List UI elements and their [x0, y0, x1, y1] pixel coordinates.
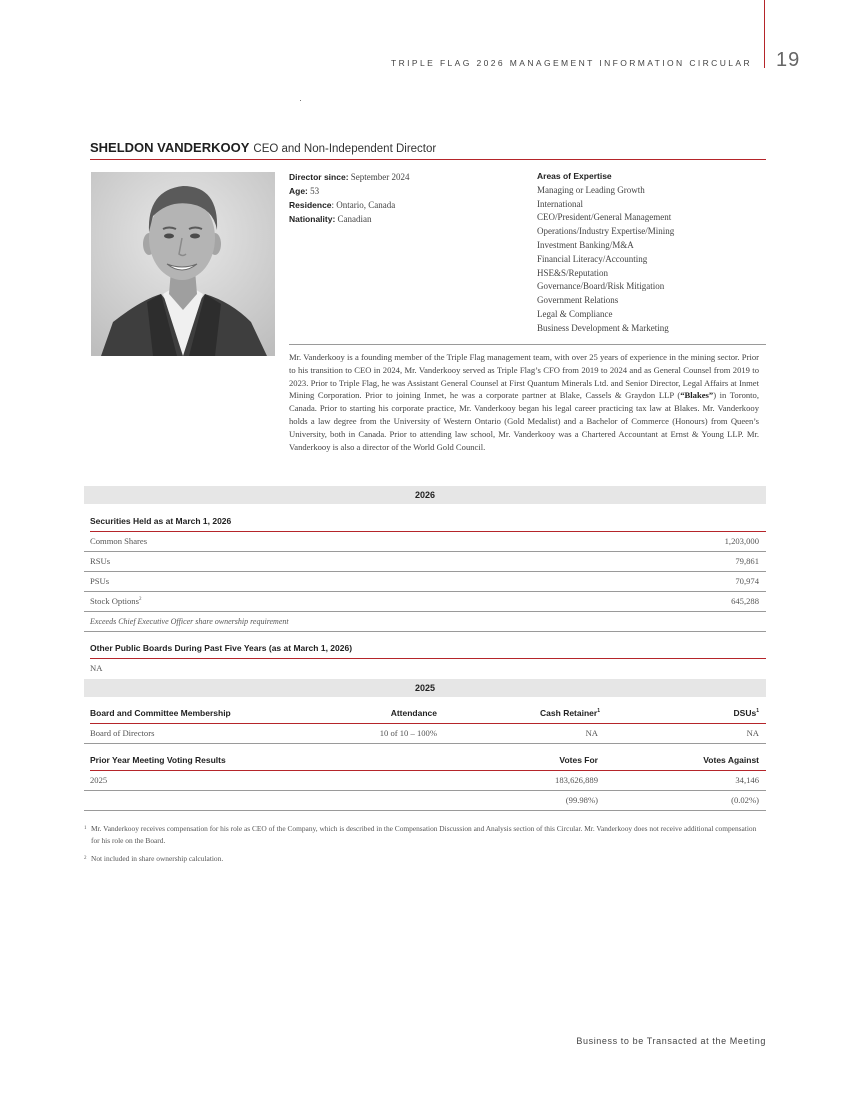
director-portrait: [91, 172, 275, 356]
portrait-illustration: [91, 172, 275, 356]
expertise-item: Financial Literacy/Accounting: [537, 253, 648, 264]
year-band-2025: 2025: [84, 679, 766, 697]
director-residence: Residence: Ontario, Canada: [289, 200, 396, 210]
director-nationality: Nationality: Canadian: [289, 214, 372, 224]
membership-row: Board of Directors 10 of 10 – 100% NA NA: [84, 724, 766, 744]
stray-dot: [300, 100, 301, 101]
director-info: [289, 170, 410, 226]
expertise-item: International: [537, 198, 583, 209]
areas-of-expertise: [537, 170, 674, 336]
securities-heading: Securities Held as at March 1, 2026: [90, 512, 766, 532]
header-rule: [764, 0, 765, 68]
expertise-item: Investment Banking/M&A: [537, 239, 634, 250]
director-name: SHELDON VANDERKOOY: [90, 140, 250, 155]
footnote-1: 1 Mr. Vanderkooy receives compensation for his role as CEO of the Company, which is described in the Compensation Discussion and Analysis section of this Circular. Mr. Vanderkooy does not receive additional compensation for his role on the Board.: [84, 824, 757, 845]
year-band-2026: 2026: [84, 486, 766, 504]
voting-percent-row: (99.98%) (0.02%): [84, 791, 766, 811]
table-row: RSUs 79,861: [84, 552, 766, 572]
expertise-heading: Areas of Expertise: [537, 171, 612, 181]
table-row: Common Shares 1,203,000: [84, 532, 766, 552]
expertise-item: Business Development & Marketing: [537, 322, 669, 333]
page-number: 19: [776, 49, 801, 71]
voting-row: 2025 183,626,889 34,146: [84, 771, 766, 791]
document-title: TRIPLE FLAG 2026 MANAGEMENT INFORMATION CIRCULAR: [391, 58, 752, 68]
footnote-2: 2 Not included in share ownership calculation.: [84, 854, 224, 863]
expertise-item: Operations/Industry Expertise/Mining: [537, 226, 675, 237]
other-boards-row: NA: [90, 663, 103, 673]
expertise-item: Government Relations: [537, 295, 619, 306]
bio-divider: [289, 344, 766, 345]
membership-header-row: Board and Committee Membership Attendance Cash Retainer$^1$ DSUs$^1$: [90, 704, 766, 724]
requirement-note-row: Exceeds Chief Executive Officer share ownership requirement: [84, 612, 766, 632]
voting-header-row: Prior Year Meeting Voting Results Votes For Votes Against: [90, 751, 766, 771]
expertise-item: Governance/Board/Risk Mitigation: [537, 281, 665, 292]
page-footer: Business to be Transacted at the Meeting: [576, 1036, 766, 1046]
table-row: Stock Options$^2$ 645,288: [84, 592, 766, 612]
table-row: PSUs 70,974: [84, 572, 766, 592]
expertise-item: HSE&S/Reputation: [537, 267, 609, 278]
director-age: Age: 53: [289, 186, 320, 196]
director-name-row: [90, 139, 766, 160]
other-boards-heading: Other Public Boards During Past Five Years (as at March 1, 2026): [90, 639, 766, 659]
expertise-item: Managing or Leading Growth: [537, 184, 645, 195]
expertise-item: Legal & Compliance: [537, 308, 613, 319]
director-since: Director since: September 2024: [289, 172, 410, 182]
director-role: CEO and Non-Independent Director: [253, 143, 437, 155]
expertise-item: CEO/President/General Management: [537, 212, 672, 223]
footnote-marker: 2: [138, 597, 142, 603]
director-biography: Mr. Vanderkooy is a founding member of the Triple Flag management team, with over 25 years of experience in the mining sector. Prior to his transition to CEO in 2024, Mr. Vanderkooy served as Triple Flag’s CFO from 2019 to 2024 and as General Counsel from 2019 to 2023. Prior to Triple Flag, he was Assistant General Counsel at First Quantum Minerals Ltd. and Senior Director, Legal Affairs at Inmet Mining Corporation. Prior to joining Inmet, he was a corporate partner at Blake, Cassels & Graydon LLP (“Blakes”) in Toronto, Canada. Prior to starting his corporate practice, Mr. Vanderkooy began his legal career practicing tax law at Blakes. Mr. Vanderkooy holds a law degree from the University of Western Ontario (Gold Medalist) and a Bachelor of Commerce (Honours) from Queen’s University, both in Canada. Prior to attending law school, Mr. Vanderkooy was a Chartered Accountant at Ernst & Young LLP. Mr. Vanderkooy is also a director of the World Gold Council.: [289, 352, 759, 452]
